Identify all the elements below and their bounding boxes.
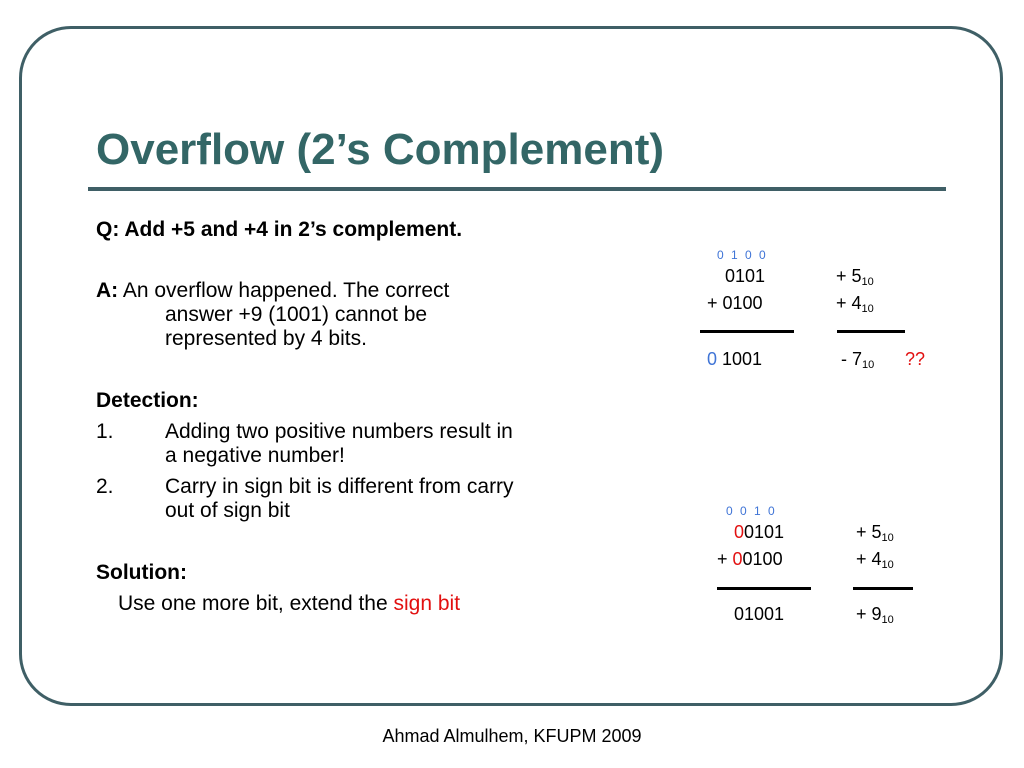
example2-dec2-base: 10 (881, 559, 894, 571)
example2-row1 (734, 522, 784, 542)
example2-dec-result-value: + 9 (856, 604, 882, 624)
detection-item-1-line-1: Adding two positive numbers result in (165, 420, 513, 443)
detection-item-2-line-1: Carry in sign bit is different from carry (165, 475, 514, 498)
example1-dec1-value: + 5 (836, 266, 862, 286)
example2-dec2 (856, 549, 894, 575)
example1-result-sign: 0 (707, 349, 718, 369)
detection-item-2-line-2: out of sign bit (165, 499, 290, 522)
example1-result-rest: 1001 (717, 349, 763, 369)
example2-dec2-value: + 4 (856, 549, 882, 569)
example1-result (707, 349, 762, 369)
example1-dec-result-base: 10 (862, 359, 875, 371)
example1-row2: + 0100 (707, 293, 763, 313)
detection-item-1-number: 1. (96, 420, 114, 443)
example2-row2 (717, 549, 783, 569)
example2-row2-rest: 0100 (742, 549, 783, 569)
example1-dec2-base: 10 (861, 303, 874, 315)
example1-carry: 0 1 0 0 (717, 248, 768, 262)
example2-dec1 (856, 522, 894, 548)
example2-carry: 0 0 1 0 (726, 504, 777, 518)
question-label: Q: (96, 218, 120, 241)
answer-line-3: represented by 4 bits. (165, 327, 367, 350)
example2-decimal-rule (853, 587, 913, 590)
answer-line-1 (96, 279, 449, 303)
example2-dec1-base: 10 (881, 532, 894, 544)
example2-dec-result-base: 10 (881, 614, 894, 626)
example1-dec2-value: + 4 (836, 293, 862, 313)
example1-dec-result (841, 349, 874, 375)
solution-text-main: Use one more bit, extend the (118, 592, 394, 615)
detection-item-1-line-2: a negative number! (165, 444, 345, 467)
example1-flag: ?? (905, 349, 926, 369)
solution-text (118, 592, 460, 616)
detection-heading: Detection: (96, 389, 199, 412)
example2-row2-prefix: + (717, 549, 733, 569)
example1-dec-result-value: - 7 (841, 349, 863, 369)
example1-binary-rule (700, 330, 794, 333)
example1-dec1 (836, 266, 874, 292)
solution-heading: Solution: (96, 561, 187, 584)
example1-decimal-rule (837, 330, 905, 333)
example2-dec1-value: + 5 (856, 522, 882, 542)
answer-line-2: answer +9 (1001) cannot be (165, 303, 428, 326)
question (96, 218, 462, 242)
example2-row2-sign: 0 (732, 549, 743, 569)
slide-footer: Ahmad Almulhem, KFUPM 2009 (382, 726, 642, 746)
example2-binary-rule (717, 587, 811, 590)
answer-text-1: An overflow happened. The correct (122, 279, 450, 302)
example2-row1-sign: 0 (734, 522, 745, 542)
slide-title: Overflow (2’s Complement) (96, 125, 665, 174)
example1-dec1-base: 10 (861, 276, 874, 288)
answer-label: A: (96, 279, 119, 302)
detection-item-2-number: 2. (96, 475, 114, 498)
question-text: Add +5 and +4 in 2’s complement. (124, 218, 463, 241)
example1-dec2 (836, 293, 874, 319)
solution-highlight: sign bit (393, 592, 461, 615)
example1-row1: 0101 (725, 266, 766, 286)
example2-result: 01001 (734, 604, 785, 624)
example2-row1-rest: 0101 (744, 522, 785, 542)
example2-dec-result (856, 604, 894, 630)
title-underline (88, 187, 946, 191)
